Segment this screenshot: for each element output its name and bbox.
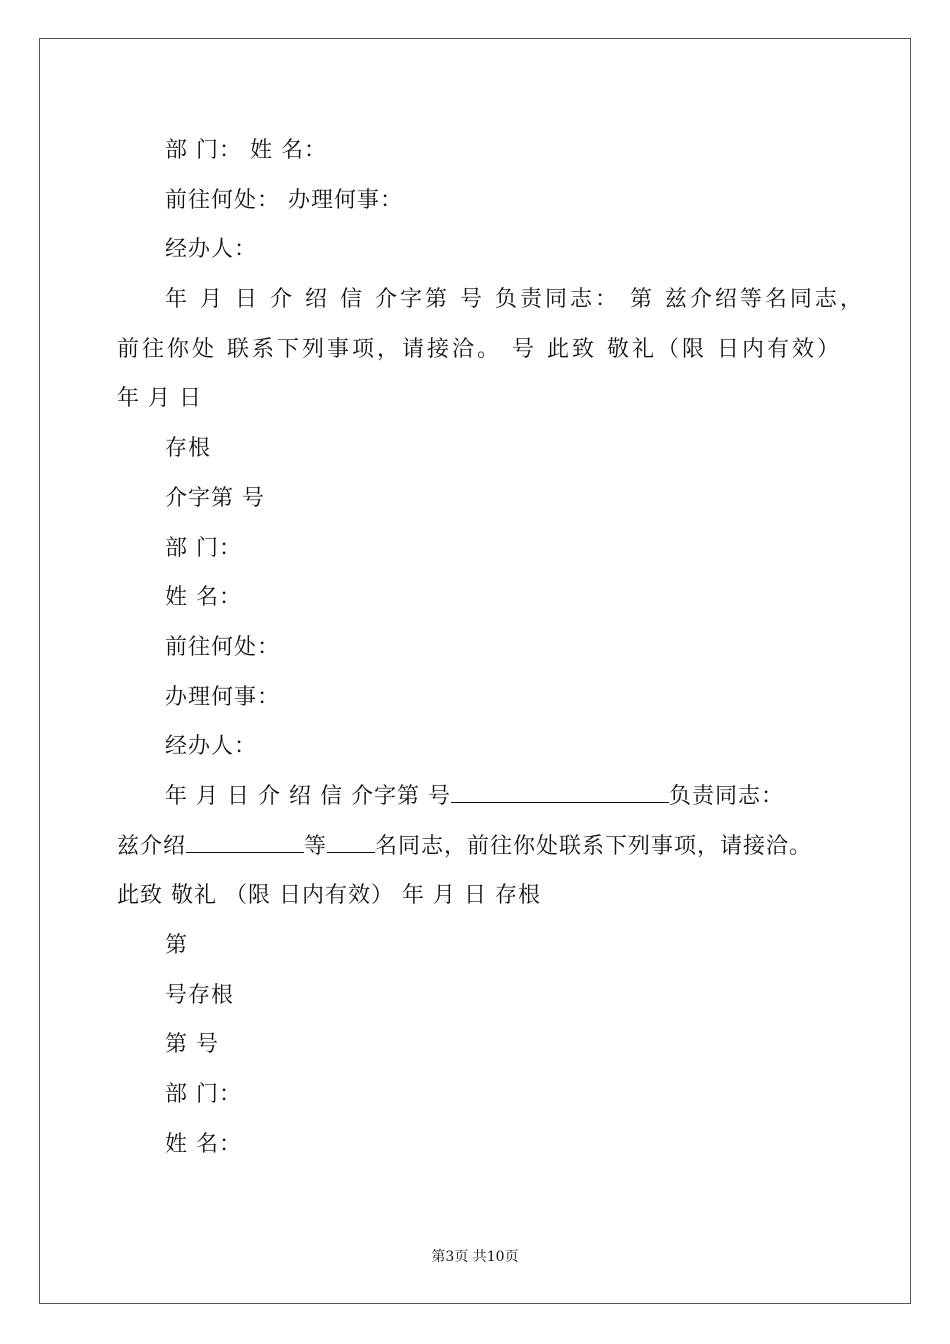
text-line: 前往你处 联系下列事项，请接洽。 号 此致 敬礼（限 日内有效） <box>117 336 842 362</box>
text-line: 第 <box>165 933 189 958</box>
page-footer: 第3页 共10页 <box>431 1249 519 1265</box>
text-line: 办理何事： <box>165 684 281 710</box>
text-line: 经办人： <box>165 237 258 263</box>
form-line-body <box>117 822 857 872</box>
document-body <box>117 126 865 1169</box>
blank-underline <box>327 828 375 853</box>
blank-underline <box>451 778 669 803</box>
text-line: 存根 <box>165 436 212 462</box>
text-line: 前往何处： <box>165 634 281 660</box>
text-line: 姓 名： <box>165 1131 242 1157</box>
form-text: 年 月 日 介 绍 信 介字第 号 <box>165 783 451 809</box>
text-line: 第 号 <box>165 1032 219 1058</box>
text-line: 部 门： <box>165 1082 242 1108</box>
form-text: 兹介绍 <box>117 833 187 859</box>
text-line: 号存根 <box>165 982 235 1008</box>
text-line: 年 月 日 介 绍 信 介字第 号 负责同志： 第 兹介绍等名同志， <box>165 287 865 313</box>
form-text: 名同志，前往你处联系下列事项，请接洽。 <box>375 833 813 859</box>
text-line: 姓 名： <box>165 585 242 611</box>
text-line: 此致 敬礼 （限 日内有效） 年 月 日 存根 <box>117 883 541 909</box>
text-line: 部 门： <box>165 535 242 561</box>
text-line: 前往何处： 办理何事： <box>165 187 403 213</box>
blank-underline <box>186 828 304 853</box>
text-line: 介字第 号 <box>165 485 265 511</box>
form-text: 等 <box>304 833 328 859</box>
text-line: 年 月 日 <box>117 386 202 412</box>
text-line: 部 门： 姓 名： <box>165 138 327 163</box>
form-line-header <box>117 772 857 822</box>
text-line: 经办人： <box>165 734 258 760</box>
form-text: 负责同志： <box>668 783 784 809</box>
